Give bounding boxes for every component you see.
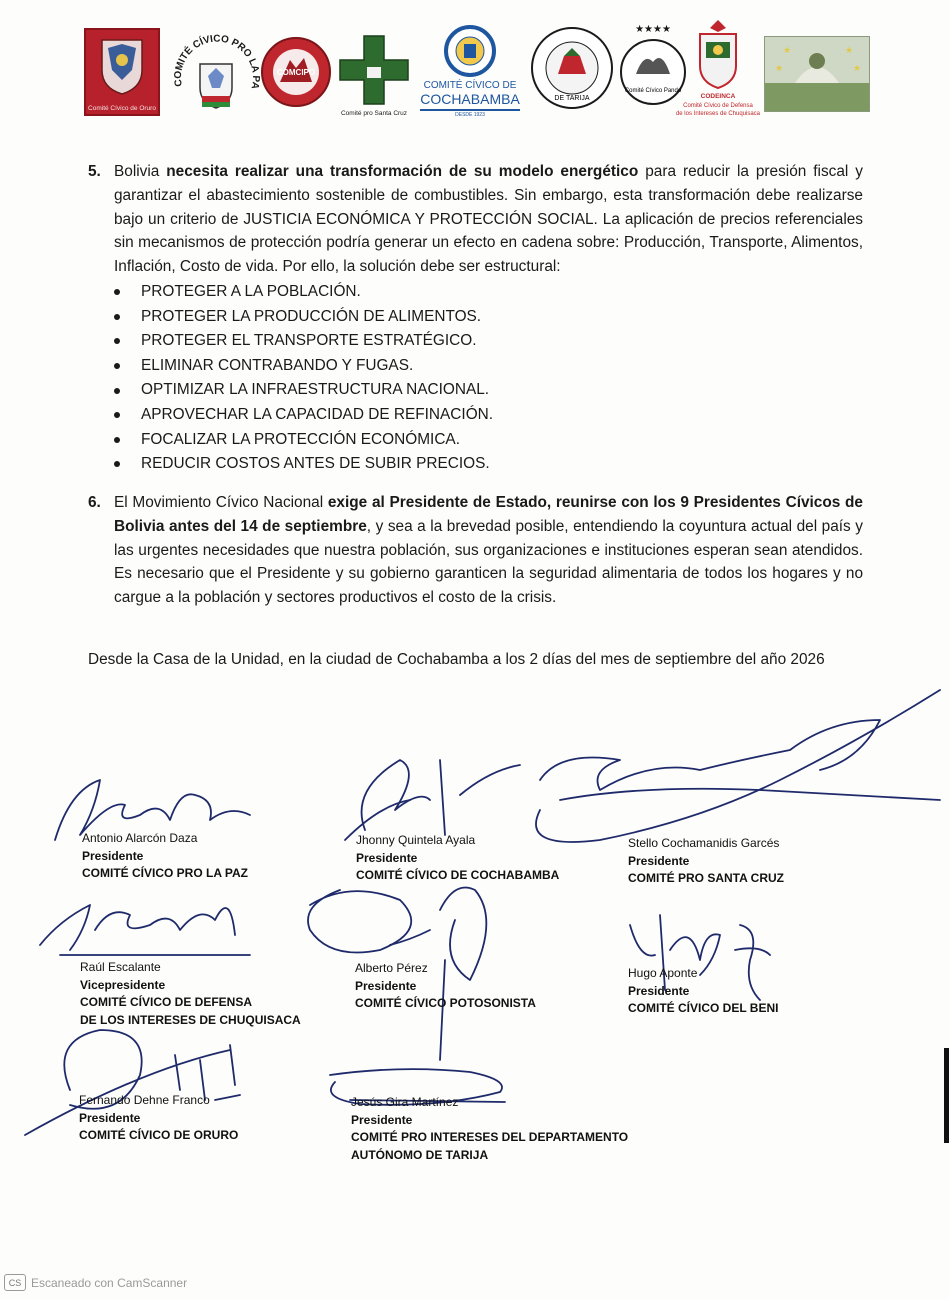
signatory-name: Jesús Gira Martínez bbox=[351, 1095, 459, 1109]
codeinca-caption: CODEINCA bbox=[700, 93, 736, 100]
svg-text:★: ★ bbox=[853, 63, 862, 73]
list-item-label: ELIMINAR CONTRABANDO Y FUGAS. bbox=[141, 356, 414, 374]
signatory-name: Fernando Dehne Franco bbox=[79, 1093, 210, 1107]
list-item-label: PROTEGER A LA POBLACIÓN. bbox=[141, 283, 361, 300]
signatory-org: COMITÉ PRO INTERESES DEL DEPARTAMENTO bbox=[351, 1130, 629, 1144]
signatory-org: COMITÉ CÍVICO PRO LA PAZ bbox=[82, 866, 249, 880]
signatory-org: COMITÉ CÍVICO POTOSONISTA bbox=[355, 996, 536, 1010]
point-5-lead: Bolivia bbox=[114, 163, 167, 180]
cochabamba-caption-since: DESDE 1923 bbox=[455, 112, 485, 118]
comcipo-caption: COMCIPO bbox=[276, 68, 316, 77]
point-5-number: 5. bbox=[88, 163, 101, 180]
pando-caption: Comité Cívico Pando bbox=[624, 88, 682, 94]
signatory-role: Presidente bbox=[356, 850, 418, 865]
signatory-name: Jhonny Quintela Ayala bbox=[356, 833, 476, 847]
signatory-org-line2: AUTÓNOMO DE TARIJA bbox=[351, 1147, 489, 1162]
camscanner-logo-icon: CS bbox=[4, 1274, 26, 1291]
signatory-name: Raúl Escalante bbox=[80, 960, 161, 974]
cochabamba-caption-main: COCHABAMBA bbox=[420, 91, 520, 107]
svg-text:★: ★ bbox=[783, 45, 792, 55]
signature-block-oruro bbox=[79, 1092, 238, 1145]
svg-text:★: ★ bbox=[775, 63, 784, 73]
signatory-role: Presidente bbox=[79, 1110, 141, 1125]
point-6-number: 6. bbox=[88, 494, 101, 511]
signatory-org: COMITÉ CÍVICO DEL BENI bbox=[628, 1001, 779, 1015]
signatory-org: COMITÉ PRO SANTA CRUZ bbox=[628, 871, 784, 885]
point-5-body: para reducir la presión fiscal y garantizar el abastecimiento sostenible de combustibles. Sin embargo, esta transformación debe realizarse bajo un criterio de JUSTICIA ECONÓMICA Y PROTECCIÓN SOCIAL. La aplicación de precios referenciales sin mecanismos de protección podría generar un efecto en cadena sobre: Producción, Transporte, Alimentos, Inflación, Costo de vida. Por ello, la solución debe ser estructural: bbox=[114, 163, 863, 276]
signatory-name: Hugo Aponte bbox=[628, 966, 698, 980]
signatory-org-line2: DE LOS INTERESES DE CHUQUISACA bbox=[80, 1012, 301, 1027]
list-item-label: PROTEGER EL TRANSPORTE ESTRATÉGICO. bbox=[141, 332, 477, 350]
point-6-emphasis: exige al Presidente de Estado, reunirse con los 9 Presidentes Cívicos de Bolivia antes del 14 de septiembre bbox=[114, 494, 863, 535]
closing-statement: Desde la Casa de la Unidad, en la ciudad de Cochabamba a los 2 días del mes de septiembre del año 2026 bbox=[88, 651, 825, 668]
la-paz-arc-text: COMITÉ CÍVICO PRO LA PA bbox=[172, 33, 260, 91]
list-item-label: PROTEGER LA PRODUCCIÓN DE ALIMENTOS. bbox=[141, 307, 482, 325]
scan-edge-mark bbox=[944, 1048, 949, 1143]
camscanner-watermark bbox=[4, 1274, 187, 1291]
signatory-name: Alberto Pérez bbox=[355, 961, 428, 975]
signature-block-beni bbox=[628, 965, 778, 1018]
point-6-lead: El Movimiento Cívico Nacional bbox=[114, 494, 328, 511]
signatory-role: Presidente bbox=[82, 848, 144, 863]
list-item-label: FOCALIZAR LA PROTECCIÓN ECONÓMICA. bbox=[141, 430, 460, 448]
signature-block-tarija bbox=[351, 1094, 628, 1164]
signatory-role: Presidente bbox=[351, 1112, 413, 1127]
tarija-caption: DE TARIJA bbox=[554, 95, 590, 102]
camscanner-watermark-text: Escaneado con CamScanner bbox=[31, 1275, 188, 1290]
oruro-caption: Comité Cívico de Oruro bbox=[88, 105, 156, 112]
signatory-org: COMITÉ CÍVICO DE COCHABAMBA bbox=[356, 868, 560, 882]
signatory-role: Vicepresidente bbox=[80, 977, 166, 992]
cochabamba-caption-top: COMITÉ CÍVICO DE bbox=[423, 80, 517, 91]
codeinca-caption-line3: de los Intereses de Chuquisaca bbox=[675, 111, 761, 117]
point-6-body: , y sea a la brevedad posible, entendiendo la coyuntura actual del país y las urgentes necesidades que nuestra población, sus organizaciones e instituciones esperan sean atendidos. Es necesario que el Presidente y su gobierno garanticen la seguridad alimentaria de todos los hogares y no cargue a la población y sectores productivos el costo de la crisis. bbox=[114, 517, 863, 607]
signatory-org: COMITÉ CÍVICO DE DEFENSA bbox=[80, 995, 253, 1009]
svg-text:★: ★ bbox=[845, 45, 854, 55]
codeinca-caption-line2: Comité Cívico de Defensa bbox=[683, 103, 753, 109]
list-item-label: OPTIMIZAR LA INFRAESTRUCTURA NACIONAL. bbox=[141, 381, 490, 399]
signature-block-cochabamba bbox=[356, 832, 559, 885]
point-5-emphasis: necesita realizar una transformación de su modelo energético bbox=[166, 163, 639, 180]
signature-block-la-paz bbox=[82, 830, 248, 883]
signature-block-santa-cruz bbox=[628, 835, 784, 888]
santa-cruz-caption: Comité pro Santa Cruz bbox=[340, 110, 408, 117]
signatory-role: Presidente bbox=[628, 853, 690, 868]
signatory-role: Presidente bbox=[355, 978, 417, 993]
signature-block-potosi bbox=[355, 960, 536, 1013]
stars-icon: ★★★★ bbox=[635, 24, 671, 35]
signatory-role: Presidente bbox=[628, 983, 690, 998]
signatory-name: Antonio Alarcón Daza bbox=[82, 831, 198, 845]
signatory-org: COMITÉ CÍVICO DE ORURO bbox=[79, 1128, 239, 1142]
signatory-name: Stello Cochamanidis Garcés bbox=[628, 836, 780, 850]
signature-block-chuquisaca bbox=[80, 959, 301, 1029]
list-item-label: APROVECHAR LA CAPACIDAD DE REFINACIÓN. bbox=[141, 405, 494, 423]
list-item-label: REDUCIR COSTOS ANTES DE SUBIR PRECIOS. bbox=[141, 455, 490, 473]
